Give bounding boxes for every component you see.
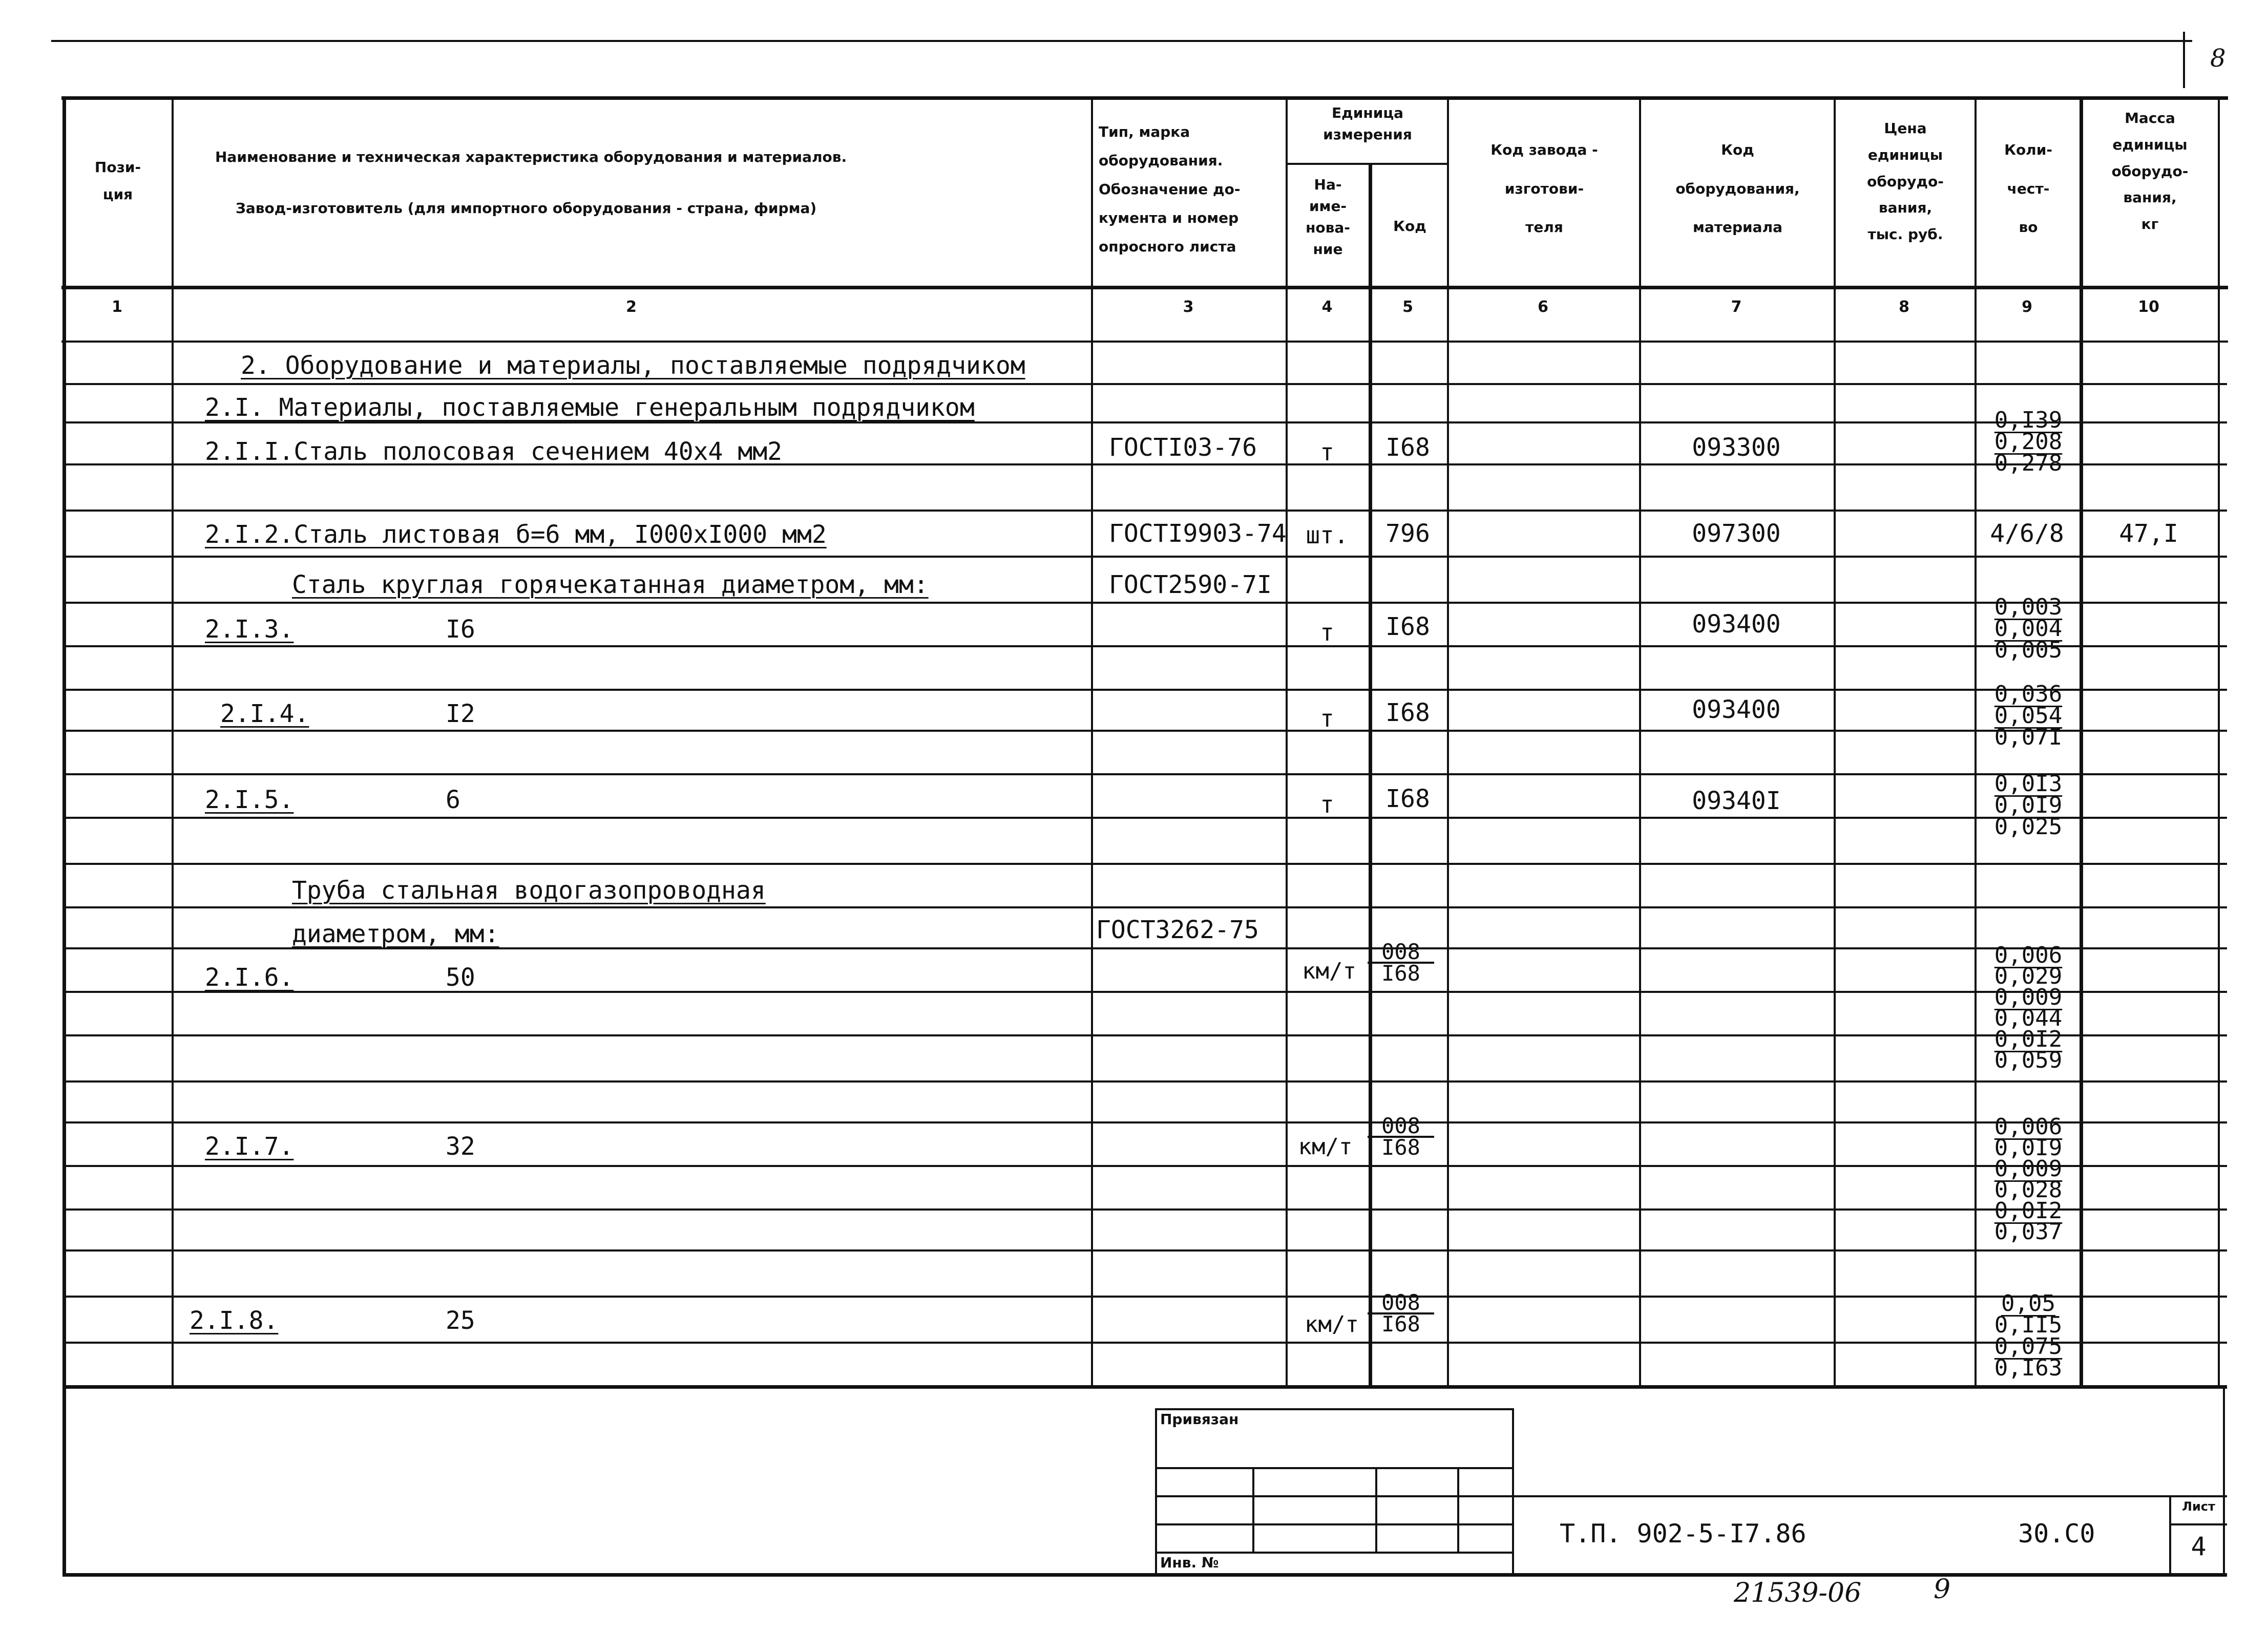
item-qty: 0,I39 0,208 0,278 <box>1994 407 2063 476</box>
item-pos: 2.I.7. <box>205 1132 294 1161</box>
header-quantity: Коли- чест- во <box>2004 141 2052 236</box>
item-qty: 4/6/8 <box>1990 519 2064 548</box>
stamp-project-code: Т.П. 902-5-I7.86 <box>1560 1519 1807 1549</box>
item-unit: км/т <box>1305 1311 1359 1338</box>
item-code: I68 <box>1385 612 1430 641</box>
item-mass: 47,I <box>2119 519 2178 548</box>
item-code-fraction: $\frac{008}{I68}$ <box>1368 942 1434 983</box>
header-price: Цена единицы оборудо- вания, тыс. руб. <box>1867 120 1944 243</box>
header-position: Пози- ция <box>94 159 141 203</box>
item-unit: км/т <box>1302 958 1356 984</box>
pipe-heading: Труба стальная водогазопроводная <box>292 876 766 905</box>
round-steel-heading: Сталь круглая горячекатанная диаметром, мм: <box>292 570 929 599</box>
header-unit-code: Код <box>1393 218 1426 235</box>
item-pos: 2.I.8. <box>190 1306 279 1335</box>
item-diameter: I6 <box>446 615 475 644</box>
item-qty: 0,006 0,0I9 0,009 0,028 0,0I2 0,037 <box>1994 1114 2063 1245</box>
item-mat-code: 093400 <box>1692 695 1781 724</box>
item-unit: шт. <box>1306 521 1349 549</box>
item-code-fraction: $\frac{008}{I68}$ <box>1368 1116 1434 1157</box>
item-unit: т <box>1320 791 1334 818</box>
col-number: 8 <box>1899 298 1909 316</box>
item-diameter: 6 <box>446 786 460 814</box>
item-pos: 2.I.5. <box>205 786 294 814</box>
col-number: 3 <box>1183 298 1194 316</box>
stamp-sheet-label: Лист <box>2182 1499 2215 1514</box>
handwritten-inventory: 21539-06 <box>1734 1578 1862 1608</box>
col-number: 4 <box>1321 298 1333 316</box>
item-code: I68 <box>1385 784 1430 813</box>
item-qty: 0,05 0,II5 0,075 0,I63 <box>1994 1290 2063 1381</box>
item-unit: км/т <box>1298 1134 1353 1160</box>
item-code-fraction: $\frac{008}{I68}$ <box>1368 1293 1434 1334</box>
col-number: 9 <box>2022 298 2032 316</box>
item-code: I68 <box>1385 698 1430 727</box>
item-mat-code: 09340I <box>1692 787 1781 815</box>
col-number: 10 <box>2138 298 2159 316</box>
header-name-line1: Наименование и техническая характеристика оборудования и материалов. <box>215 149 847 165</box>
item-qty: 0,003 0,004 0,005 <box>1994 594 2063 663</box>
item-unit: т <box>1320 705 1334 732</box>
col-number: 2 <box>626 298 637 316</box>
item-unit: т <box>1320 438 1334 466</box>
item-mat-code: 097300 <box>1692 519 1781 548</box>
item-qty: 0,0I3 0,0I9 0,025 <box>1994 771 2063 840</box>
item-diameter: I2 <box>446 699 475 728</box>
col-number: 5 <box>1402 298 1413 316</box>
item-doc: ГОСТI9903-74 <box>1109 519 1287 548</box>
corner-mark: 8 <box>2210 44 2226 73</box>
item-pos: 2.I.3. <box>205 615 294 644</box>
header-mass: Масса единицы оборудо- вания, кг <box>2111 110 2189 233</box>
header-material-code: Код оборудования, материала <box>1675 141 1800 236</box>
stamp-section-code: 30.С0 <box>2018 1519 2095 1549</box>
item-name: 2.I.I.Сталь полосовая сечением 40х4 мм2 <box>205 437 783 466</box>
item-pos: 2.I.6. <box>205 963 294 992</box>
header-name-line2: Завод-изготовитель (для импортного оборудования - страна, фирма) <box>236 200 817 217</box>
header-type: Тип, марка оборудования. Обозначение до- кумента и номер опросного листа <box>1099 123 1241 255</box>
item-name: 2.I.2.Сталь листовая б=6 мм, I000хI000 мм2 <box>205 520 827 549</box>
section-title: 2. Оборудование и материалы, поставляемые подрядчиком <box>241 351 1025 380</box>
item-pos: 2.I.4. <box>220 699 309 728</box>
col-number: 1 <box>112 298 122 316</box>
item-qty: 0,036 0,054 0,07I <box>1994 681 2063 750</box>
round-steel-doc: ГОСТ2590-7I <box>1109 570 1272 599</box>
item-mat-code: 093400 <box>1692 610 1781 639</box>
header-factory-code: Код завода - изготови- теля <box>1490 141 1598 236</box>
item-diameter: 50 <box>446 963 475 992</box>
header-unit: Единица измерения <box>1323 104 1412 143</box>
item-diameter: 25 <box>446 1306 475 1335</box>
pipe-heading-2: диаметром, мм: <box>292 920 499 948</box>
item-doc: ГОСТI03-76 <box>1109 433 1257 462</box>
col-number: 7 <box>1731 298 1742 316</box>
item-code: 796 <box>1385 519 1430 548</box>
subsection-title: 2.I. Материалы, поставляемые генеральным подрядчиком <box>205 393 975 422</box>
handwritten-page: 9 <box>1934 1574 1951 1605</box>
stamp-sheet-number: 4 <box>2191 1532 2207 1561</box>
col-number: 6 <box>1538 298 1548 316</box>
item-mat-code: 093300 <box>1692 433 1781 462</box>
item-qty: 0,006 0,029 0,009 0,044 0,0I2 0,059 <box>1994 942 2063 1073</box>
item-diameter: 32 <box>446 1132 475 1161</box>
header-unit-name: На- име- нова- ние <box>1306 176 1350 258</box>
stamp-inv-label: Инв. № <box>1160 1554 1219 1571</box>
item-code: I68 <box>1385 433 1430 462</box>
pipe-doc: ГОСТ3262-75 <box>1096 916 1259 944</box>
item-unit: т <box>1320 619 1334 646</box>
stamp-privyazan: Привязан <box>1160 1411 1239 1428</box>
